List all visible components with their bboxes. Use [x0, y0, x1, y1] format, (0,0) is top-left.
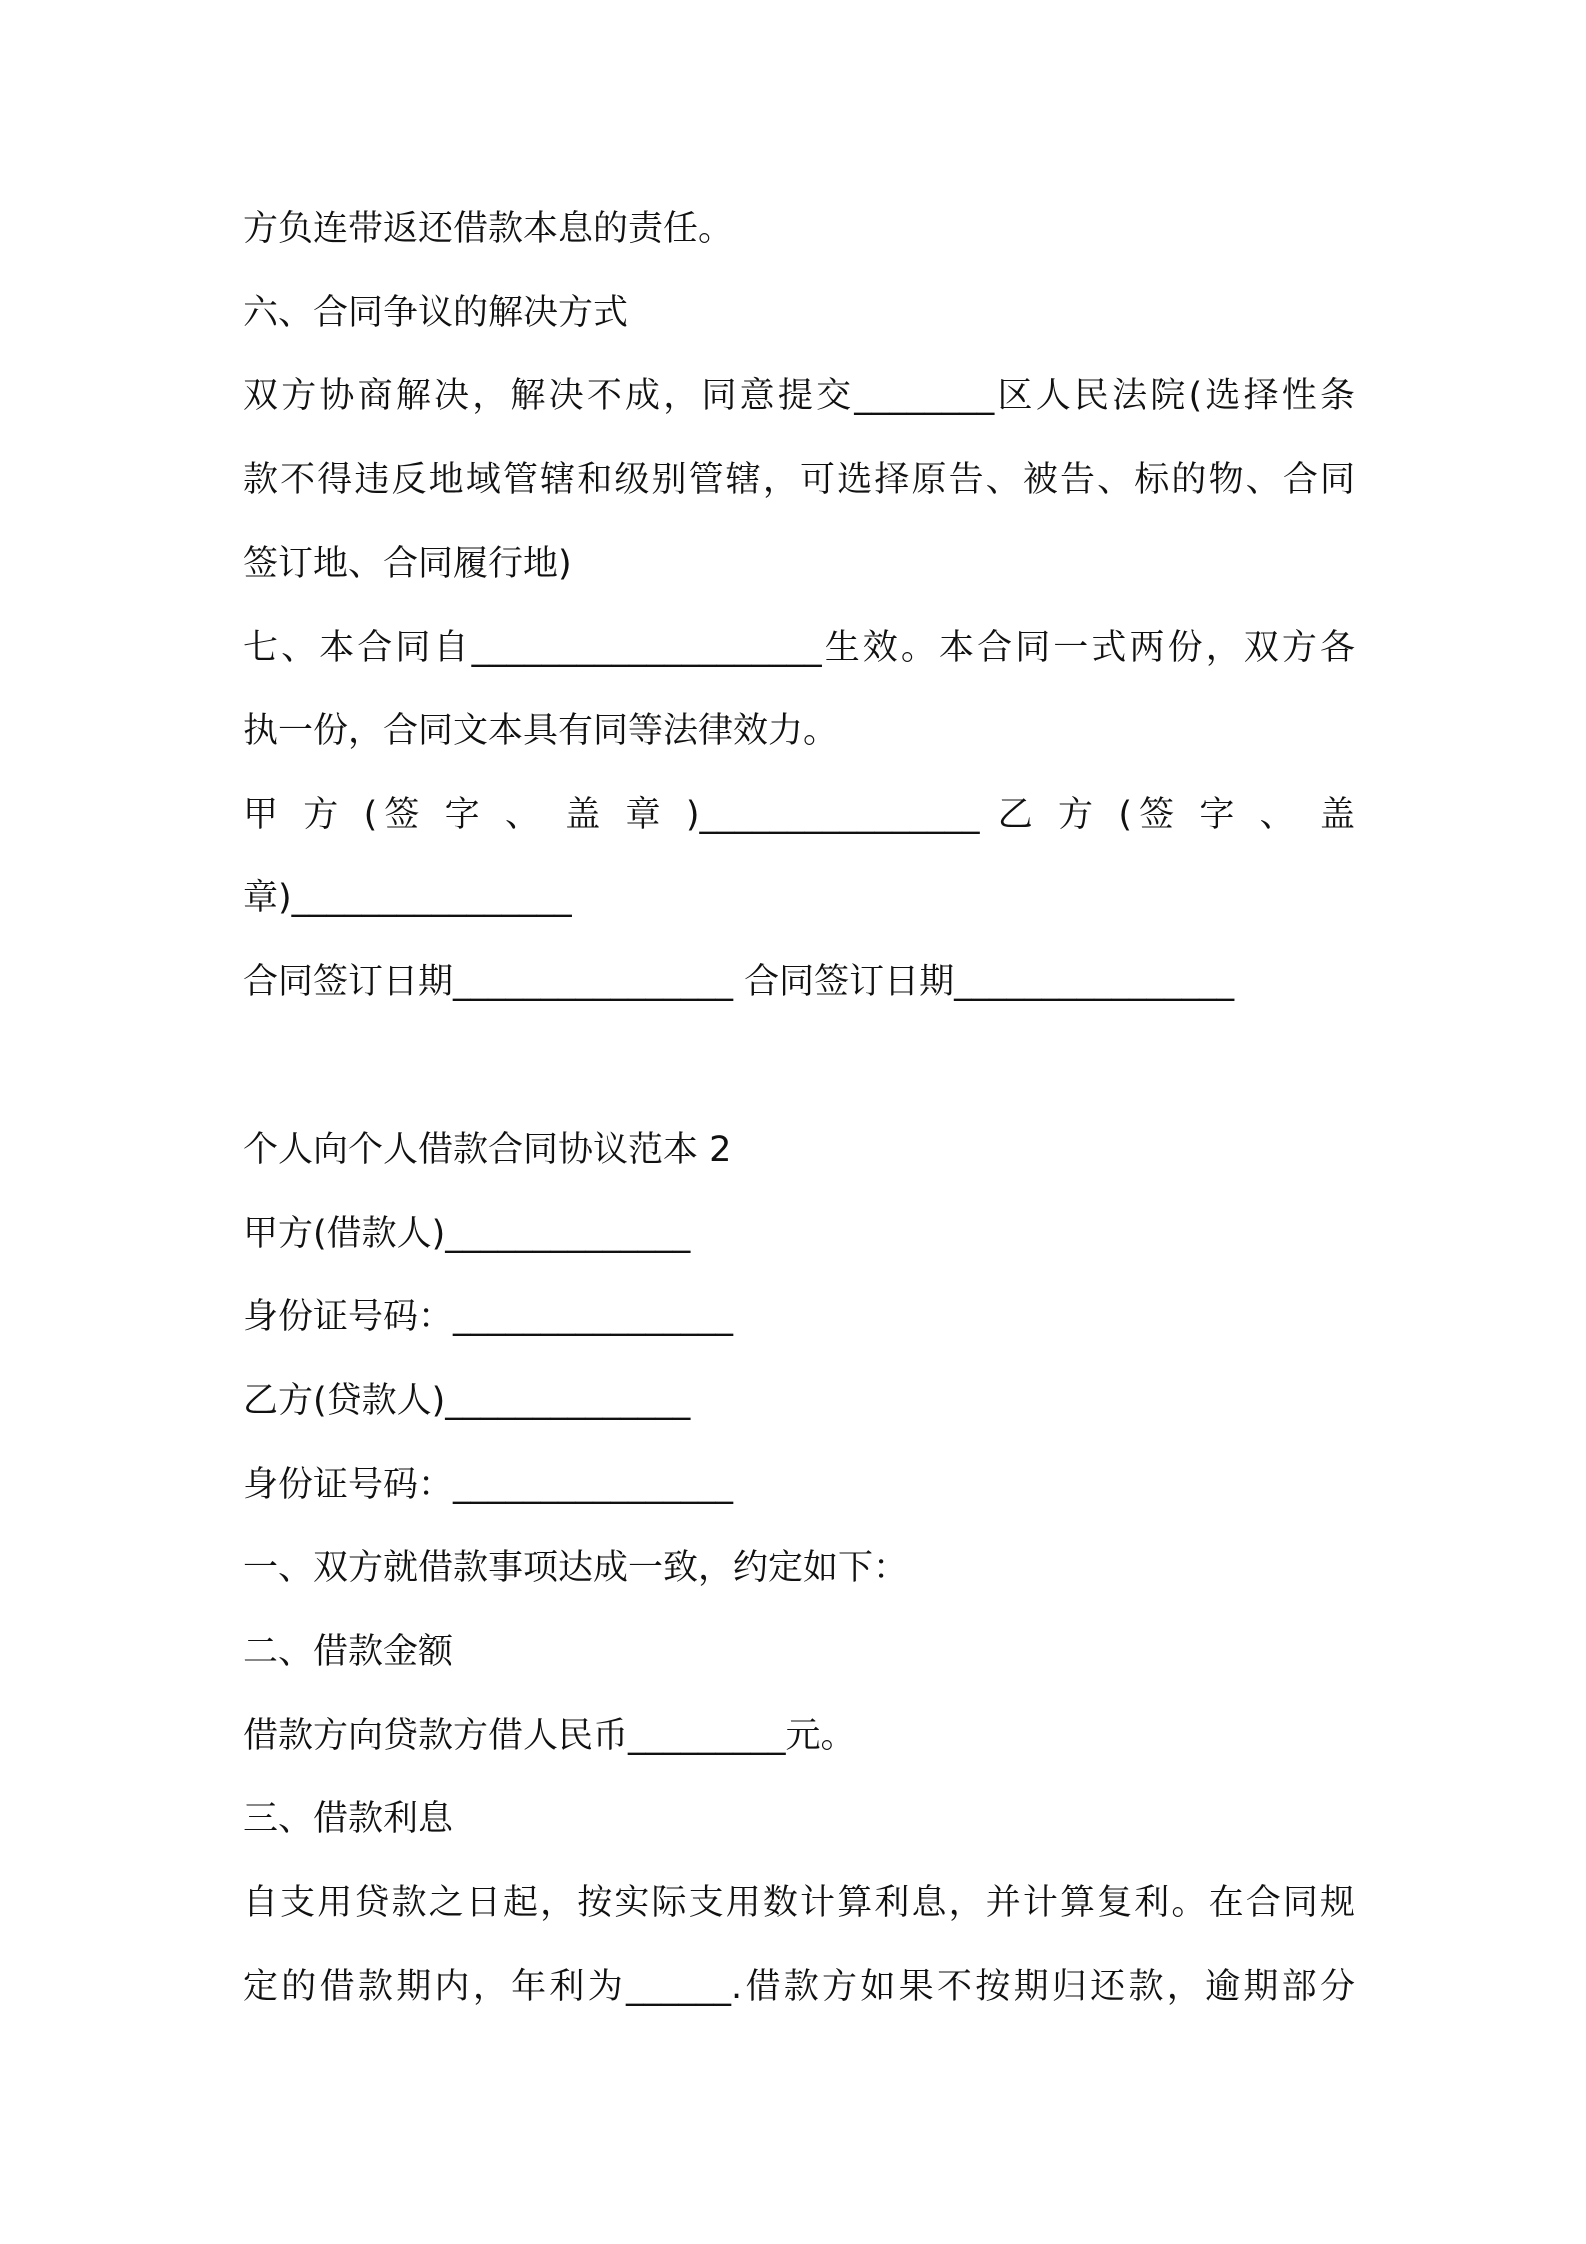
section-heading-7: 七、本合同自____________________生效。本合同一式两份，双方各: [243, 628, 1355, 668]
text-line-7: 执一份，合同文本具有同等法律效力。: [243, 711, 839, 751]
text-line-3: 双方协商解决，解决不成，同意提交________区人民法院(选择性条: [243, 376, 1355, 416]
section-heading-3: 三、借款利息: [243, 1799, 454, 1839]
text-line-5: 签订地、合同履行地): [243, 544, 572, 584]
party-a-id-line: 身份证号码：________________: [243, 1297, 734, 1337]
party-b-line: 乙方(贷款人)______________: [243, 1381, 691, 1421]
signature-line: 甲 方 (签 字 、 盖 章 )________________ 乙 方 (签 字 、 盖: [243, 795, 1355, 835]
section-heading-6: 六、合同争议的解决方式: [243, 293, 629, 333]
party-b-id-line: 身份证号码：________________: [243, 1465, 734, 1505]
text-line-4: 款不得违反地域管辖和级别管辖，可选择原告、被告、标的物、合同: [243, 460, 1355, 500]
section-heading-2: 二、借款金额: [243, 1632, 454, 1672]
interest-line-1: 自支用贷款之日起，按实际支用数计算利息，并计算复利。在合同规: [243, 1883, 1355, 1923]
text-line-1: 方负连带返还借款本息的责任。: [243, 209, 734, 249]
signing-date-line: 合同签订日期________________ 合同签订日期________________: [243, 962, 1235, 1002]
document-title-2: 个人向个人借款合同协议范本 2: [243, 1130, 732, 1170]
party-a-line: 甲方(借款人)______________: [243, 1214, 691, 1254]
loan-amount-line: 借款方向贷款方借人民币_________元。: [243, 1716, 856, 1756]
section-heading-1: 一、双方就借款事项达成一致，约定如下：: [243, 1548, 909, 1588]
signature-line-cont: 章)________________: [243, 878, 572, 918]
interest-line-2: 定的借款期内，年利为______.借款方如果不按期归还款，逾期部分: [243, 1967, 1355, 2007]
